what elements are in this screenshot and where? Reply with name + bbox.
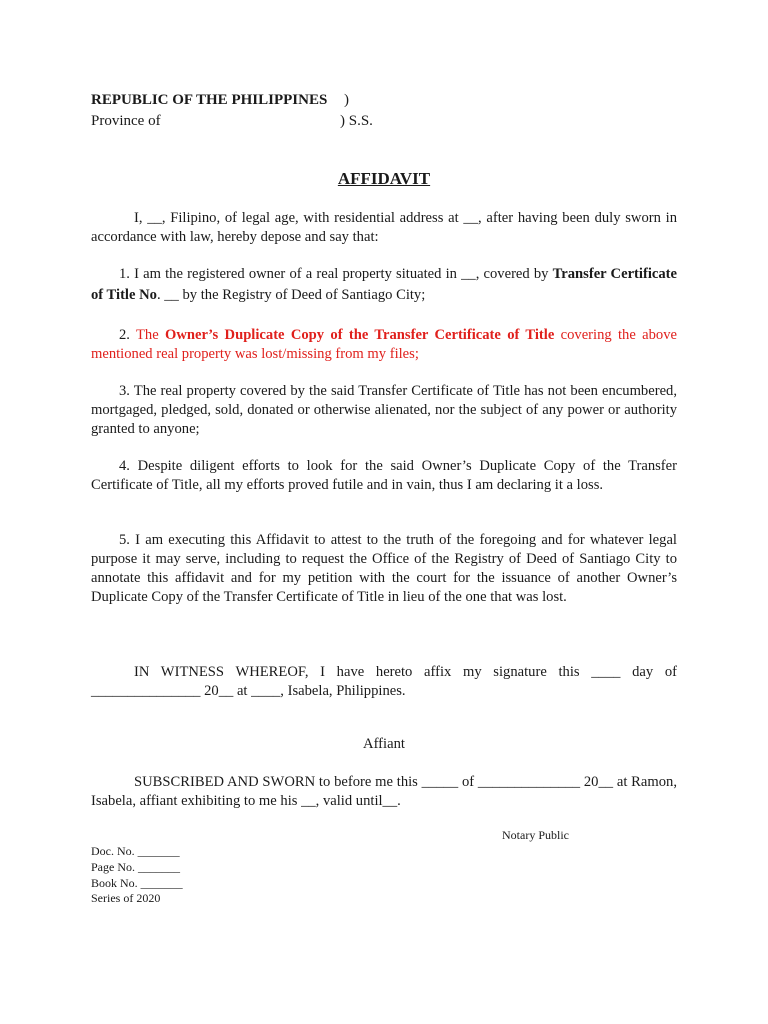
document-title: AFFIDAVIT	[337, 169, 431, 188]
item-4: 4. Despite diligent efforts to look for the said Owner’s Duplicate Copy of the Transfer Certificate of Title, all my efforts proved futile and in vain, thus I am declaring it a loss.	[91, 458, 677, 493]
item-5: 5. I am executing this Affidavit to attest to the truth of the foregoing and for whatever legal purpose it may serve, including to request the Office of the Registry of Deed of Santiago City to annotate this affidavit and for my petition with the court for the issuance of another Owner’s Duplicate Copy of the Transfer Certificate of Title in lieu of the one that was lost.	[91, 532, 677, 605]
ss-label: ) S.S.	[340, 113, 373, 129]
item-3: 3. The real property covered by the said Transfer Certificate of Title has not been encumbered, mortgaged, pledged, sold, donated or otherwise alienated, nor the subject of any power or authority granted to anyone;	[91, 383, 677, 437]
intro-paragraph: I, __, Filipino, of legal age, with residential address at __, after having been duly sworn in accordance with law, hereby depose and say that:	[91, 210, 677, 245]
item-1-text-a: 1. I am the registered owner of a real property situated in __, covered by	[119, 266, 553, 282]
item-1-bold: Transfer Certificate of Title No	[91, 266, 677, 303]
series-line: Series of 2020	[91, 891, 161, 905]
item-2-number: 2.	[119, 327, 136, 343]
item-2-text-d: covering the above mentioned real property was lost/missing from my files;	[91, 327, 677, 362]
item-1-text-c: . __ by the Registry of Deed of Santiago City;	[156, 287, 426, 303]
subscribed-paragraph: SUBSCRIBED AND SWORN to before me this _____ of ______________ 20__ at Ramon, Isabela, affiant exhibiting to me his __, valid until__.	[91, 774, 677, 809]
republic-paren: )	[344, 92, 349, 108]
item-2	[91, 326, 677, 364]
witness-paragraph: IN WITNESS WHEREOF, I have hereto affix my signature this ____ day of _______________ 20__ at ____, Isabela, Philippines.	[91, 664, 677, 699]
republic-header	[91, 92, 349, 109]
item-1	[91, 264, 677, 306]
item-2-bold: Owner’s Duplicate Copy of the Transfer Certificate of Title	[165, 327, 555, 343]
item-2-text-b: The	[136, 327, 165, 343]
page-no-line: Page No. _______	[91, 860, 180, 874]
notary-public-label: Notary Public	[502, 828, 569, 842]
province-line	[91, 113, 373, 130]
republic-label: REPUBLIC OF THE PHILIPPINES	[91, 92, 328, 108]
book-no-line: Book No. _______	[91, 876, 183, 890]
affiant-label: Affiant	[363, 736, 405, 752]
doc-no-line: Doc. No. _______	[91, 844, 180, 858]
province-label: Province of	[91, 113, 161, 129]
